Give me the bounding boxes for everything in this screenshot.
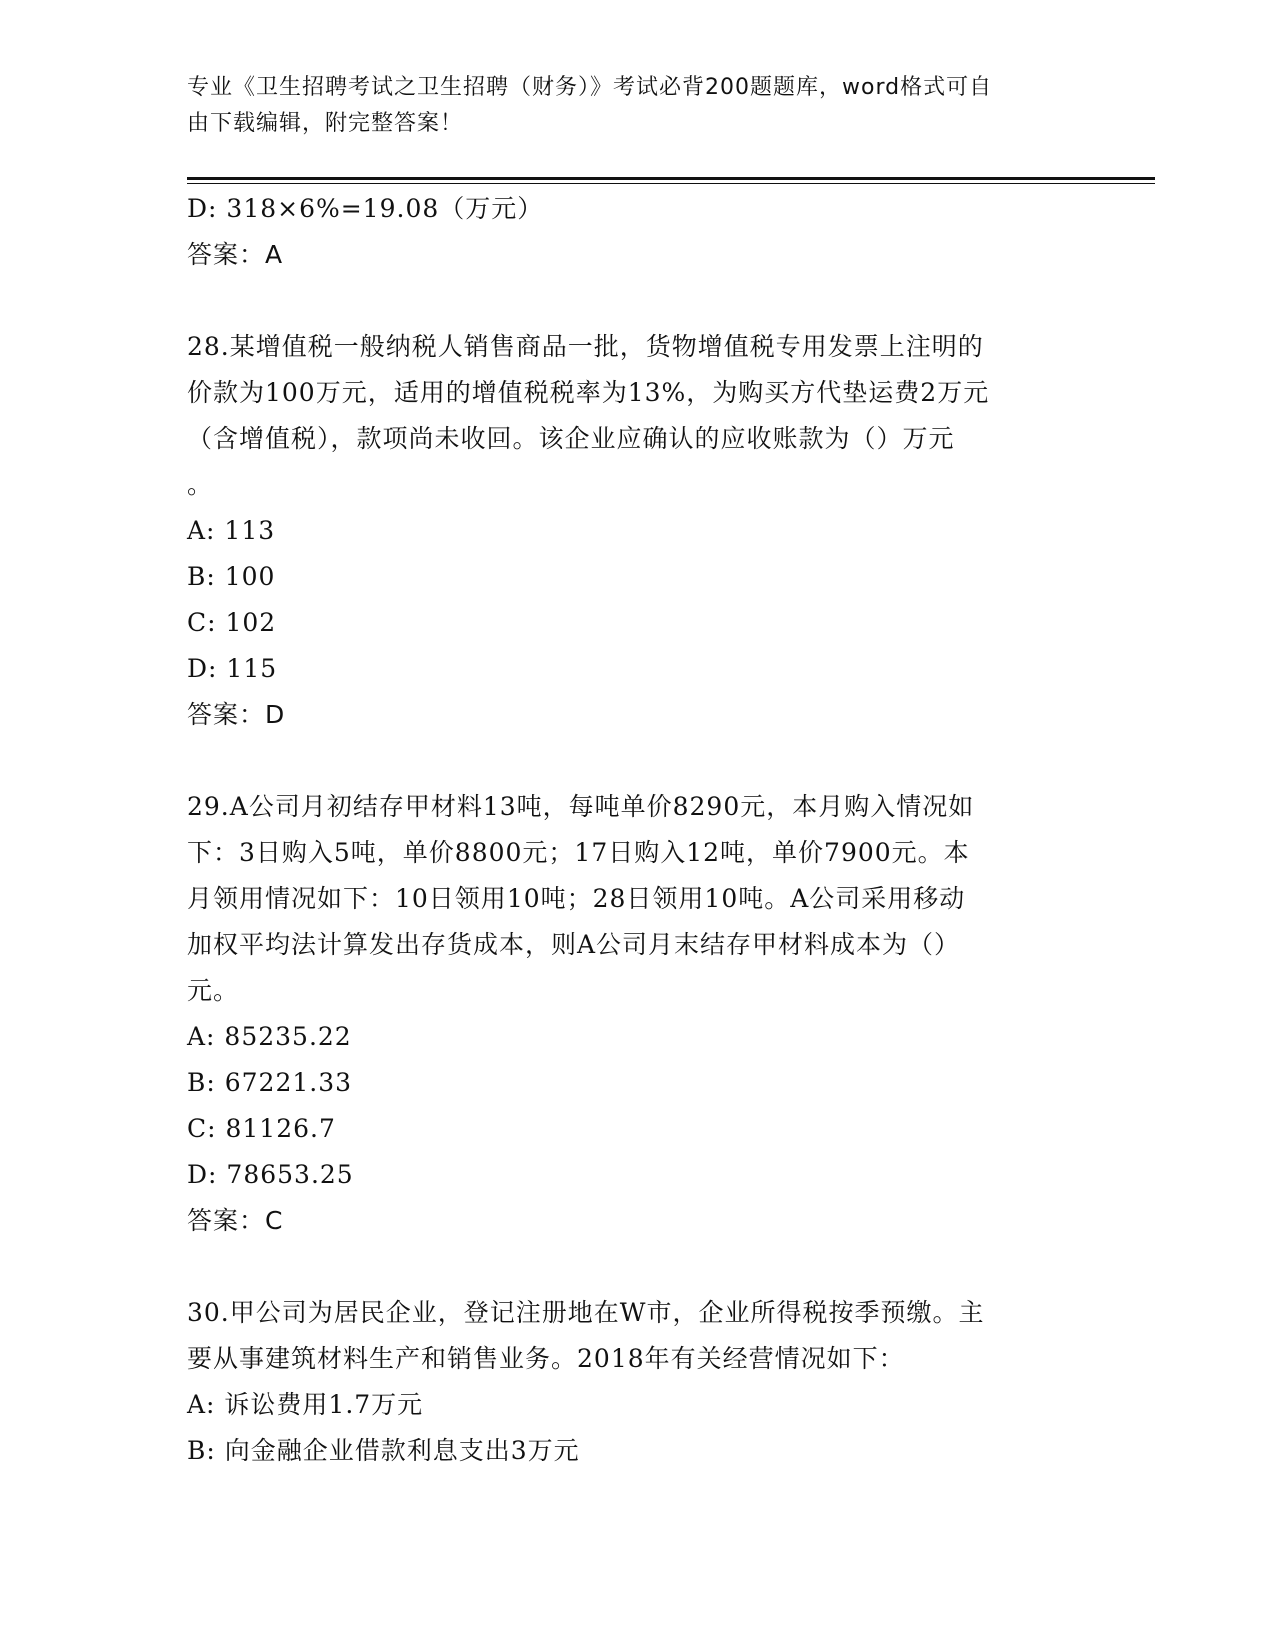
document-header xyxy=(187,70,1067,142)
header-title-line-1: 专业《卫生招聘考试之卫生招聘（财务）》考试必背200题题库，word格式可自 xyxy=(187,75,993,100)
question-28-option-d: D: 115 xyxy=(187,654,278,683)
prev-option-d: D: 318×6%=19.08（万元） xyxy=(187,194,544,223)
question-29-answer: 答案：C xyxy=(187,1206,284,1235)
document-body xyxy=(187,186,1087,1474)
question-28-text-line-3: （含增值税），款项尚未收回。该企业应确认的应收账款为（）万元 xyxy=(187,424,955,453)
spacer xyxy=(187,278,1087,324)
question-28-option-a: A: 113 xyxy=(187,516,276,545)
question-30-text-line-2: 要从事建筑材料生产和销售业务。2018年有关经营情况如下： xyxy=(187,1344,905,1373)
question-29-text-line-1: 29.A公司月初结存甲材料13吨，每吨单价8290元，本月购入情况如 xyxy=(187,792,975,821)
question-29-option-c: C: 81126.7 xyxy=(187,1114,336,1143)
question-28-answer: 答案：D xyxy=(187,700,286,729)
question-30-option-b: B: 向金融企业借款利息支出3万元 xyxy=(187,1436,580,1465)
question-29-option-b: B: 67221.33 xyxy=(187,1068,353,1097)
header-rule-thin xyxy=(187,183,1155,184)
question-30-option-a: A: 诉讼费用1.7万元 xyxy=(187,1390,424,1419)
question-29-option-d: D: 78653.25 xyxy=(187,1160,354,1189)
question-29-option-a: A: 85235.22 xyxy=(187,1022,352,1051)
header-rule-thick xyxy=(187,177,1155,180)
question-28 xyxy=(187,324,1087,738)
question-28-text-line-4: 。 xyxy=(187,470,214,499)
question-28-option-c: C: 102 xyxy=(187,608,277,637)
spacer xyxy=(187,1244,1087,1290)
question-28-text-line-2: 价款为100万元，适用的增值税税率为13%，为购买方代垫运费2万元 xyxy=(187,378,990,407)
question-29-text-line-2: 下：3日购入5吨，单价8800元；17日购入12吨，单价7900元。本 xyxy=(187,838,970,867)
question-29 xyxy=(187,784,1087,1244)
question-29-text-line-5: 元。 xyxy=(187,976,240,1005)
question-30 xyxy=(187,1290,1087,1474)
question-28-option-b: B: 100 xyxy=(187,562,276,591)
question-29-text-line-3: 月领用情况如下：10日领用10吨；28日领用10吨。A公司采用移动 xyxy=(187,884,966,913)
question-29-text-line-4: 加权平均法计算发出存货成本，则A公司月末结存甲材料成本为（） xyxy=(187,930,961,959)
question-28-text-line-1: 28.某增值税一般纳税人销售商品一批，货物增值税专用发票上注明的 xyxy=(187,332,984,361)
prev-answer: 答案：A xyxy=(187,240,284,269)
header-title-line-2: 由下载编辑，附完整答案！ xyxy=(187,111,464,136)
spacer xyxy=(187,738,1087,784)
question-30-text-line-1: 30.甲公司为居民企业，登记注册地在W市，企业所得税按季预缴。主 xyxy=(187,1298,985,1327)
